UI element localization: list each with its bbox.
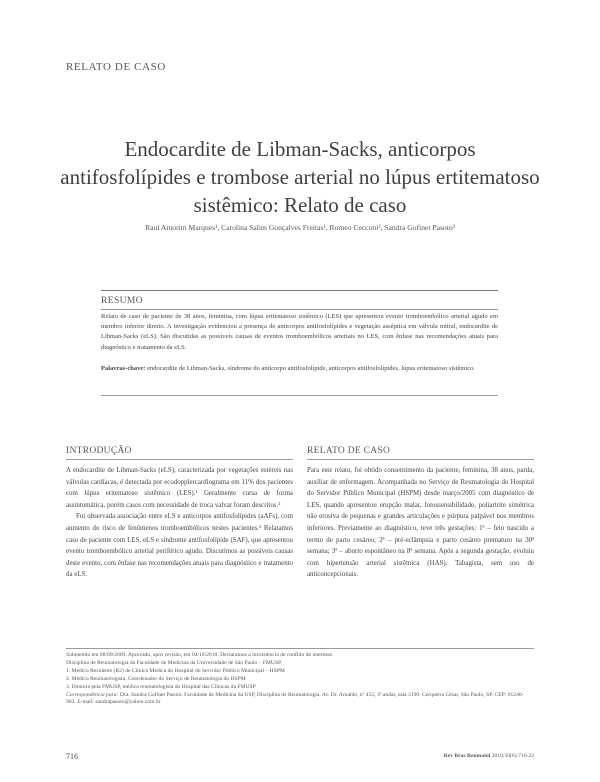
resumo-heading-rule	[101, 309, 498, 310]
footnotes	[66, 652, 526, 707]
introducao-body	[66, 465, 293, 581]
section-label: RELATO DE CASO	[66, 61, 166, 73]
relato-heading: RELATO DE CASO	[307, 446, 391, 456]
received-note: Submetido em 08/09/2009. Aprovado, após revisão, em 04/10/2010. Declaramos a inexistência de conflito de interesse.	[66, 652, 334, 658]
correspondence-note	[66, 692, 526, 708]
journal-name: Rev Bras Reumatol	[443, 753, 491, 759]
page-number: 716	[66, 752, 78, 761]
relato-body	[307, 465, 534, 581]
footnote-rule	[66, 648, 534, 649]
affiliation-note: 3. Doutora pela FMUSP, médica reumatologista do Hospital das Clínicas da FMUSP	[66, 683, 256, 690]
correspondence-text: Dra. Sandra Gofinet Pasoto. Faculdade de Medicina da USP, Disciplina de Reumatologia. Av. Dr. Arnaldo, nº 455, 3º andar, sala 3190. Cerqueira César, São Paulo, SP. CEP: 01246-903. E-mail: sandrapasoto@yahoo.com.br	[66, 691, 524, 706]
keywords-text: endocardite de Libman-Sacks, síndrome do anticorpo antifosfolípide, anticorpos antifosfolípides, lúpus eritematoso sistêmico.	[145, 365, 476, 372]
resumo-text: Relato de caso de paciente de 38 anos, feminina, com lúpus eritematoso sistêmico (LES) que apresentou evento tromboembólico arterial agudo em membro inferior direito. A investigação evidenciou a presença de anticorpos antifosfolípides e vegetação asséptica em válvula mitral, endocardite de Libman-Sacks (eLS). São discutidas as possíveis causas de eventos tromboembólicos arteriais no LES, com ênfase nas recomendações atuais para diagnóstico e tratamento da eLS.	[101, 313, 498, 351]
affiliation-note: 2. Médico Reumatologista, Coordenador do Serviço de Reumatologia do HSPM	[66, 675, 246, 682]
article-title: Endocardite de Libman-Sacks, anticorpos antifosfolípides e trombose arterial no lúpus ertitematoso sistêmico: Relato de caso	[60, 137, 540, 217]
introducao-paragraph: A endocardite de Libman-Sacks (eLS), caracterizada por vegetações estéreis nas válvulas cardíacas, é detectada por ecodopplercardiograma em 11% dos pacientes com lúpus eritematoso sistêmico (LES).¹ Geralmente cursa de forma assintomática, porém casos com necessidade de troca valvar foram descritos.²	[66, 467, 293, 509]
article-authors: Raul Amorim Marques¹, Carolina Salim Gonçalves Freitas¹, Romeo Cecconi², Sandra Gofinet Pasoto³	[145, 223, 455, 232]
correspondence-label: Correspondência para:	[66, 691, 119, 698]
resumo-bottom-rule	[101, 395, 498, 396]
affiliation-note: 1. Médico Residente (R2) de Clínica Médica do Hospital do Servidor Público Municipal – HSPM	[66, 667, 285, 674]
keywords	[101, 364, 498, 374]
journal-volume: 2010;50(6):716-22	[490, 753, 534, 759]
keywords-label: Palavras-chave:	[101, 365, 146, 372]
introducao-heading: INTRODUÇÃO	[66, 446, 132, 456]
resumo-heading: RESUMO	[101, 296, 143, 306]
journal-citation	[444, 753, 534, 759]
relato-paragraph: Para este relato, foi obtido consentimento da paciente, feminina, 38 anos, parda, auxiliar de enfermagem. Acompanhada no Serviço de Reumatologia do Hospital do Servidor Público Municipal (HSPM) desde março/2005 com diagnóstico de LES, quando apresentou erupção malar, fotossensibilidade, poliartrite simétrica não erosiva de pequenas e grandes articulações e púrpura palpável nos membros inferiores. Previamente ao diagnóstico, teve três gestações: 1ª – feto nascido a termo de parto cesáreo; 2ª – pré-eclâmpsia e parto cesáreo prematuro na 30ª semana; 3ª – aborto espontâneo na 8ª semana. Após a segunda gestação, evoluiu com hipertensão arterial sistêmica (HAS). Tabagista, sem uso de anticoncepcionais.	[307, 467, 534, 579]
resumo-top-rule	[101, 290, 498, 291]
institution-note: Disciplina de Reumatologia da Faculdade de Medicina da Universidade de São Paulo – FMUSP.	[66, 659, 282, 666]
introducao-heading-rule	[66, 459, 293, 460]
relato-heading-rule	[307, 459, 534, 460]
introducao-paragraph: Foi observada associação entre eLS e anticorpos antifosfolípides (aAFs), com aumento do risco de fenômenos tromboembólicos nestes pacientes.³ Relatamos caso de paciente com LES, eLS e síndrome antifosfolípide (SAF), que apresentou evento tromboembólico arterial periférico agudo. Discutimos as possíveis causas deste evento, com ênfase nas recomendações atuais para diagnóstico e tratamento da eLS.	[66, 513, 293, 579]
